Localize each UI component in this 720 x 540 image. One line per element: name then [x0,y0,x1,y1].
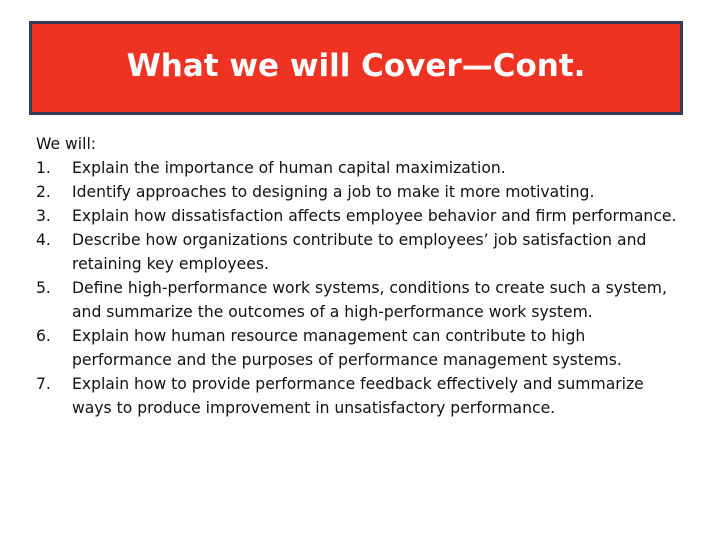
list-item [36,228,686,276]
list-number: 5. [36,279,51,297]
slide-body [36,132,686,420]
list-item-text: Identify approaches to designing a job to make it more motivating. [72,183,595,201]
list-item-text: Explain the importance of human capital maximization. [72,159,506,177]
slide-title: What we will Cover—Cont. [126,48,586,84]
list-number: 3. [36,207,51,225]
list-number: 6. [36,327,51,345]
list-number: 1. [36,159,51,177]
intro-text: We will: [36,135,97,153]
list-item [36,276,686,324]
list-item-text: Describe how organizations contribute to employees’ job satisfaction and retaining key employees. [72,231,647,273]
list-item-text: Define high-performance work systems, conditions to create such a system, and summarize the outcomes of a high-performance work system. [72,279,667,321]
list-number: 2. [36,183,51,201]
list-item-text: Explain how dissatisfaction affects employee behavior and firm performance. [72,207,677,225]
list-item [36,324,686,372]
list-item [36,372,686,420]
list-item [36,180,686,204]
list-item [36,156,686,180]
list-item [36,204,686,228]
list-number: 7. [36,375,51,393]
list-item-text: Explain how human resource management can contribute to high performance and the purposes of performance management systems. [72,327,622,369]
list-number: 4. [36,231,51,249]
list-item-text: Explain how to provide performance feedback effectively and summarize ways to produce improvement in unsatisfactory performance. [72,375,644,417]
title-banner [29,21,683,115]
